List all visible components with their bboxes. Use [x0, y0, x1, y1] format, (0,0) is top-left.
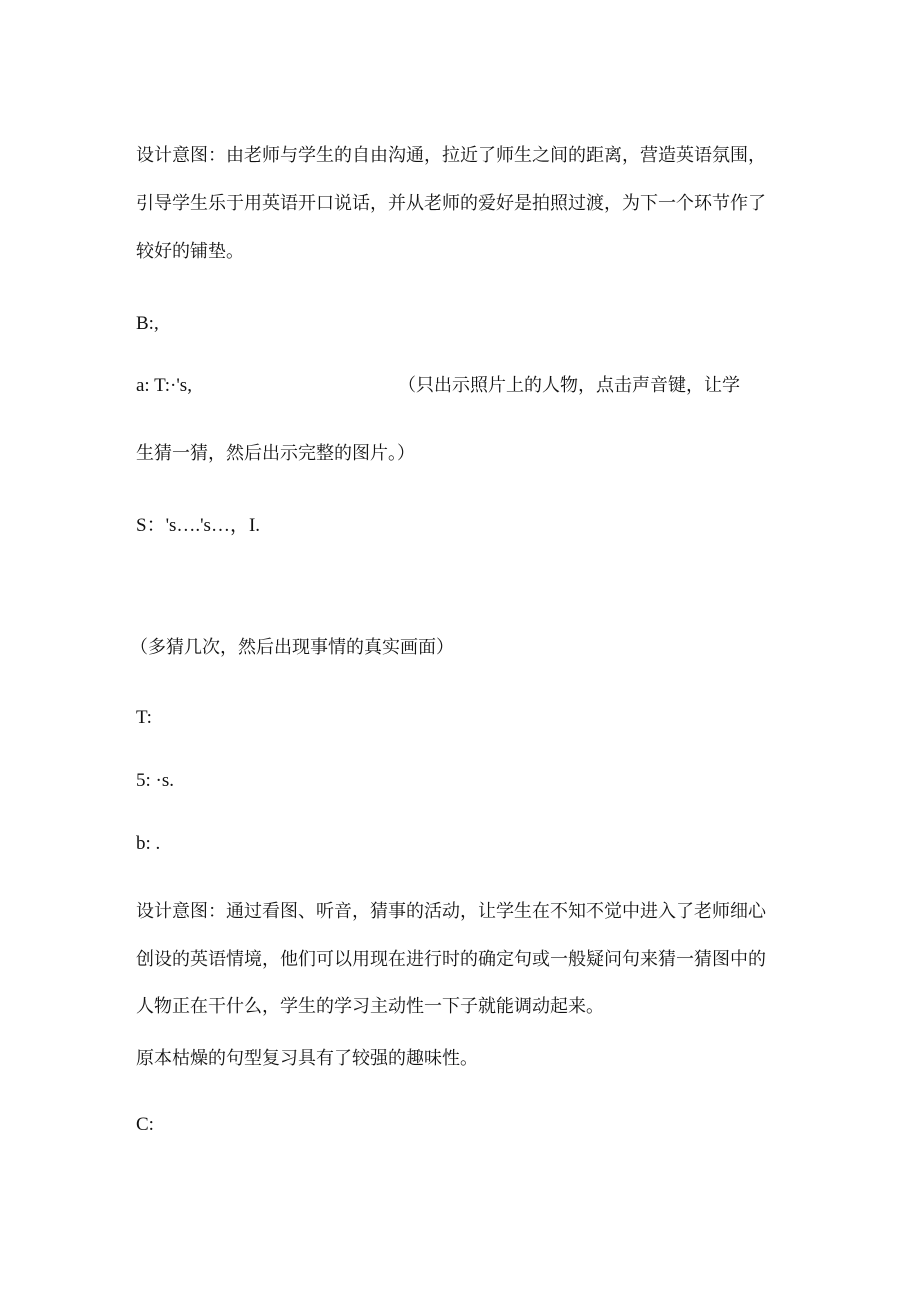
dialogue-a-note-continued: 生猜一猜，然后出示完整的图片。） — [136, 443, 415, 464]
design-intent-1-line-3: 较好的铺垫。 — [136, 241, 244, 262]
design-intent-1-line-2: 引导学生乐于用英语开口说话，并从老师的爱好是拍照过渡，为下一个环节作了 — [136, 193, 766, 214]
dialogue-a-line — [136, 374, 776, 398]
guess-note: （多猜几次，然后出现事情的真实画面） — [130, 637, 454, 658]
dialogue-a-text: a: T:·'s, — [136, 375, 192, 396]
design-intent-1-line-1: 设计意图：由老师与学生的自由沟通，拉近了师生之间的距离，营造英语氛围， — [136, 145, 766, 166]
design-intent-2-line-2: 创设的英语情境，他们可以用现在进行时的确定句或一般疑问句来猜一猜图中的 — [136, 949, 766, 970]
design-intent-2-line-3: 人物正在干什么，学生的学习主动性一下子就能调动起来。 — [136, 996, 604, 1017]
dialogue-s-line: S：'s….'s…，I. — [136, 515, 261, 536]
dialogue-b-line: b: . — [136, 833, 161, 854]
section-c-heading: C: — [136, 1114, 154, 1135]
design-intent-2-line-1: 设计意图：通过看图、听音，猜事的活动，让学生在不知不觉中进入了老师细心 — [136, 901, 766, 922]
dialogue-a-note: （只出示照片上的人物，点击声音键，让学 — [398, 375, 740, 396]
section-b-heading: B:, — [136, 313, 159, 334]
dialogue-5-line: 5: ·s. — [136, 770, 174, 791]
design-intent-2-line-4: 原本枯燥的句型复习具有了较强的趣味性。 — [136, 1048, 478, 1069]
dialogue-t-line: T: — [136, 707, 152, 728]
